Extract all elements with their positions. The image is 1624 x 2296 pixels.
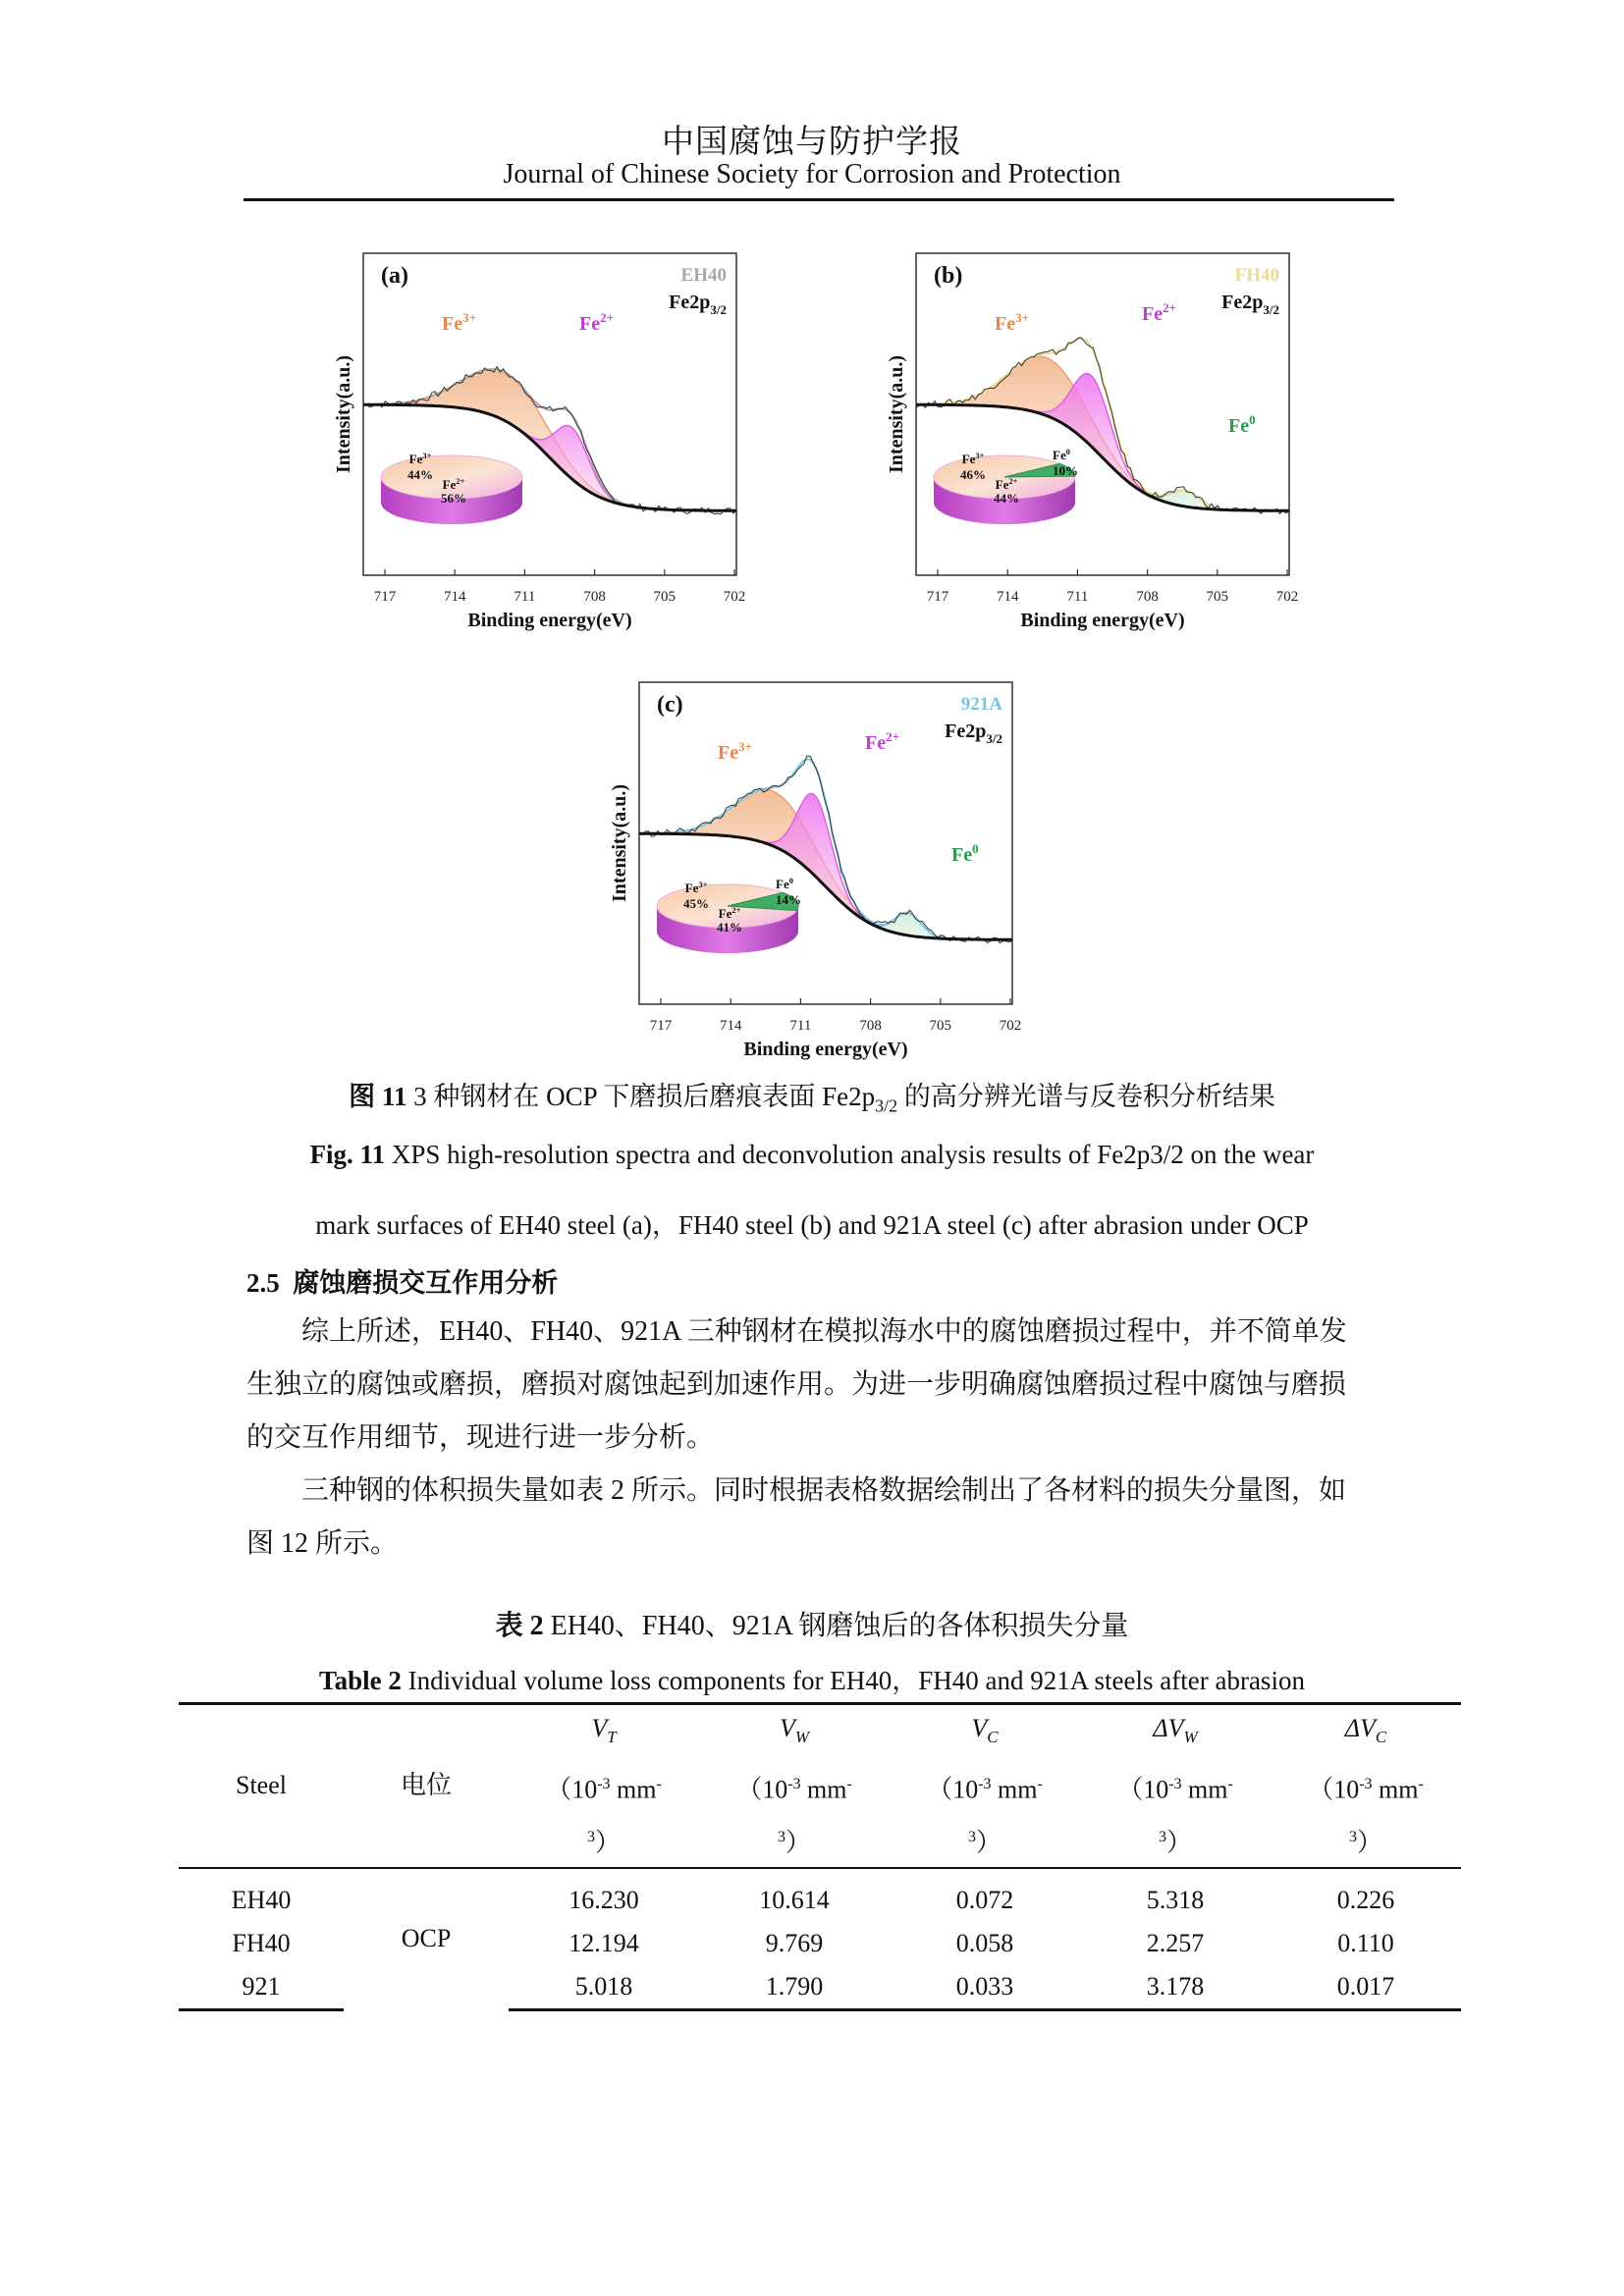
pie-percent: 46% [960,467,986,482]
journal-title-en: Journal of Chinese Society for Corrosion and Protection [503,159,1121,189]
pie-label: $Fe^{3+}$ [684,879,708,895]
x-tick-label: 714 [719,1018,742,1034]
xps-panel-c [600,674,1032,1060]
x-tick-label: 711 [789,1018,812,1034]
cell-potential: OCP [401,1924,452,1953]
table-header-row [179,1705,1461,1868]
spectrum-label: $Fe2p_{3/2}$ [669,292,727,317]
x-tick-label: 717 [926,589,949,605]
steel-name: EH40 [680,265,727,286]
fe2-peak-label: $Fe^{2+}$ [579,310,615,335]
fe3-peak-label: $Fe^{3+}$ [442,310,477,335]
header-steel: Steel [179,1705,344,1868]
x-tick-label: 714 [996,589,1019,605]
section-heading [246,1261,558,1300]
x-tick-label: 717 [373,589,397,605]
cell-dvw: 2.257 [1146,1928,1205,1957]
figure-caption-en-2: mark surfaces of EH40 steel (a)，FH40 steel (b) and 921A steel (c) after abrasion under OCP [315,1210,1309,1240]
x-tick-label: 705 [653,589,677,605]
table-caption-en-label: Table 2 [319,1666,402,1695]
spectrum-label: $Fe2p_{3/2}$ [1221,292,1279,317]
x-axis-label: Binding energy(eV) [743,1039,908,1060]
figure-caption-cn [0,1075,1624,1116]
paragraph-2 [246,1465,1390,1571]
paragraph-line: 三种钢的体积损失量如表 2 所示。同时根据表格数据绘制出了各材料的损失分量图，如 [301,1475,1347,1506]
fe3-peak-label: $Fe^{3+}$ [718,739,753,764]
pie-percent: 14% [776,892,801,907]
figure-caption-en-text: XPS high-resolution spectra and deconvolution analysis results of Fe2p3/2 on the wear [391,1140,1315,1169]
header-vt: $V_T$ （$10^{-3}$ mm- $^3$） [509,1705,699,1868]
y-axis-label: Intensity(a.u.) [609,783,630,903]
xps-panel-a [324,245,756,631]
steel-name: 921A [960,694,1002,715]
panel-label: (b) [934,263,963,289]
table-caption-cn-label: 表 2 [495,1611,544,1641]
y-axis-label: Intensity(a.u.) [886,354,907,474]
x-tick-label: 702 [1275,589,1299,605]
section-title: 腐蚀磨损交互作用分析 [293,1268,559,1298]
cell-vw: 1.790 [699,1965,890,2010]
pie-percent: 41% [717,920,742,934]
fe0-peak-label: Fe$^0$ [1228,412,1256,437]
fe2-peak-label: $Fe^{2+}$ [865,729,900,754]
pie-label: $Fe^{2+}$ [718,904,741,921]
header-rule [244,198,1394,201]
cell-vc: 0.033 [890,1965,1080,2010]
volume-loss-table [179,1702,1461,2011]
cell-vt: 5.018 [509,1965,699,2010]
pie-percent: 44% [407,467,433,482]
x-tick-label: 708 [1136,589,1159,605]
cell-steel: EH40 [231,1885,292,1914]
paragraph-line: 图 12 所示。 [246,1528,399,1559]
pie-percent: 45% [683,896,709,911]
cell-dvc: 0.110 [1337,1928,1394,1957]
pie-label: Fe$^0$ [1053,446,1070,462]
pie-percent: 56% [441,491,466,506]
figure-caption-cn-label: 图 11 [349,1082,407,1111]
paragraph-line: 的交互作用细节，现进行进一步分析。 [246,1422,715,1453]
cell-vw: 9.769 [765,1928,824,1957]
cell-steel: FH40 [232,1928,291,1957]
x-tick-label: 702 [999,1018,1022,1034]
table-caption-cn [0,1604,1624,1643]
cell-vt: 12.194 [568,1928,639,1957]
paragraph-1 [246,1306,1390,1465]
cell-dvc: 0.017 [1271,1965,1461,2010]
panel-label: (c) [657,692,683,718]
x-tick-label: 708 [859,1018,882,1034]
steel-name: FH40 [1234,265,1279,286]
header-potential: 电位 [344,1705,509,1868]
cell-vc: 0.072 [955,1885,1014,1914]
figure-caption-en-1 [0,1140,1624,1170]
cell-dvw: 3.178 [1080,1965,1271,2010]
x-tick-label: 705 [1206,589,1229,605]
table-caption-en [0,1659,1624,1697]
fe3-peak-label: $Fe^{3+}$ [995,310,1030,335]
x-tick-label: 708 [583,589,606,605]
cell-dvc: 0.226 [1336,1885,1395,1914]
panel-label: (a) [381,263,408,289]
figure-caption-cn-sub: 3/2 [875,1095,898,1116]
pie-label: $Fe^{2+}$ [442,475,465,492]
header-dvc: $\Delta V_C$ （$10^{-3}$ mm- $^3$） [1271,1705,1461,1868]
paragraph-line: 生独立的腐蚀或磨损，磨损对腐蚀起到加速作用。为进一步明确腐蚀磨损过程中腐蚀与磨损 [246,1369,1347,1400]
xps-panel-b [877,245,1309,631]
y-axis-label: Intensity(a.u.) [333,354,354,474]
header-dvw: $\Delta V_W$ （$10^{-3}$ mm- $^3$） [1080,1705,1271,1868]
spectrum-label: $Fe2p_{3/2}$ [945,721,1002,746]
cell-steel: 921 [179,1965,344,2010]
pie-label: $Fe^{2+}$ [995,475,1018,492]
cell-vc: 0.058 [955,1928,1014,1957]
pie-label: Fe$^0$ [776,875,793,891]
table-row [179,1868,1461,1922]
table-caption-en-text: Individual volume loss components for EH40，FH40 and 921A steels after abrasion [407,1666,1305,1695]
figure-caption-cn-text: 3 种钢材在 OCP 下磨损后磨痕表面 Fe2p [413,1082,876,1111]
header-vw: $V_W$ （$10^{-3}$ mm- $^3$） [699,1705,890,1868]
header-vc: $V_C$ （$10^{-3}$ mm- $^3$） [890,1705,1080,1868]
journal-title-cn: 中国腐蚀与防护学报 [662,125,962,160]
pie-percent: 10% [1053,463,1078,478]
pie-label: $Fe^{3+}$ [408,450,432,466]
x-tick-label: 711 [514,589,536,605]
cell-vw: 10.614 [759,1885,830,1914]
x-axis-label: Binding energy(eV) [1020,610,1185,631]
x-axis-label: Binding energy(eV) [467,610,632,631]
pie-percent: 44% [994,491,1019,506]
x-tick-label: 714 [443,589,466,605]
figure-caption-cn-text2: 的高分辨光谱与反卷积分析结果 [903,1082,1275,1111]
x-tick-label: 711 [1066,589,1089,605]
x-tick-label: 705 [929,1018,952,1034]
figure-caption-en-label: Fig. 11 [309,1140,386,1169]
table-caption-cn-text: EH40、FH40、921A 钢磨蚀后的各体积损失分量 [550,1611,1129,1641]
cell-vt: 16.230 [568,1885,639,1914]
fe0-peak-label: Fe$^0$ [951,841,979,866]
pie-label: $Fe^{3+}$ [961,450,985,466]
section-number: 2.5 [246,1268,280,1298]
cell-dvw: 5.318 [1146,1885,1205,1914]
x-tick-label: 702 [723,589,746,605]
x-tick-label: 717 [649,1018,673,1034]
fe2-peak-label: $Fe^{2+}$ [1142,300,1177,325]
paragraph-line: 综上所述，EH40、FH40、921A 三种钢材在模拟海水中的腐蚀磨损过程中，并不简单发 [301,1316,1347,1347]
